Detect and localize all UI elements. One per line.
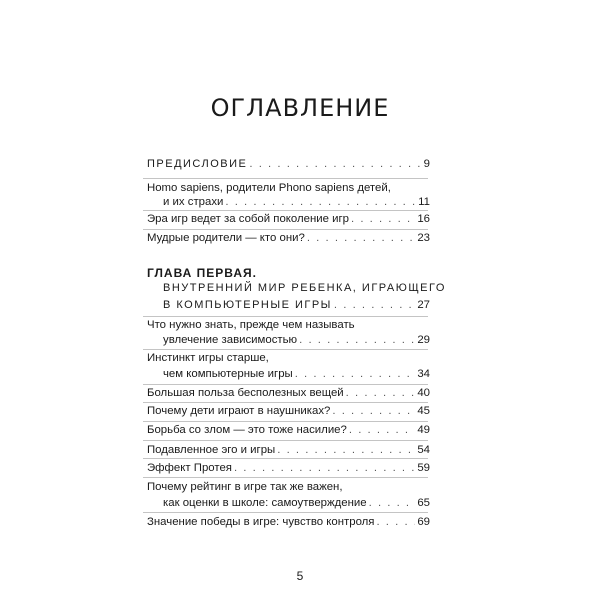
- toc-page-number: 49: [417, 424, 430, 436]
- toc-entry[interactable]: [163, 367, 430, 382]
- toc-entry[interactable]: [163, 333, 430, 348]
- chapter-title-line: ВНУТРЕННИЙ МИР РЕБЕНКА, ИГРАЮЩЕГО: [163, 282, 446, 294]
- toc-page-number: 65: [417, 497, 430, 509]
- toc-page-number: 11: [418, 196, 430, 208]
- toc-entry-text: и их страхи: [163, 196, 224, 208]
- toc-entry-text: Значение победы в игре: чувство контроля: [147, 516, 375, 528]
- dot-leader: [332, 404, 415, 419]
- toc-entry-text: Подавленное эго и игры: [147, 444, 276, 456]
- toc-entry-text: ПРЕДИСЛОВИЕ: [147, 158, 248, 170]
- divider: [143, 477, 428, 478]
- dot-leader: [249, 157, 421, 172]
- toc-page-number: 23: [417, 232, 430, 244]
- toc-entry-line: Что нужно знать, прежде чем называть: [147, 319, 355, 331]
- toc-page-number: 34: [417, 368, 430, 380]
- toc-page-number: 9: [423, 158, 430, 170]
- toc-page-number: 59: [417, 462, 430, 474]
- toc-entry-line: Почему рейтинг в игре так же важен,: [147, 481, 343, 493]
- dot-leader: [277, 443, 415, 458]
- toc-entry[interactable]: [147, 515, 430, 530]
- divider: [143, 349, 428, 350]
- divider: [143, 384, 428, 385]
- divider: [143, 210, 428, 211]
- toc-entry-text: Почему дети играют в наушниках?: [147, 405, 331, 417]
- dot-leader: [234, 461, 415, 476]
- toc-entry-text: Мудрые родители — кто они?: [147, 232, 305, 244]
- toc-entry[interactable]: [163, 195, 430, 210]
- divider: [143, 178, 428, 179]
- toc-entry-text: Борьба со злом — это тоже насилие?: [147, 424, 347, 436]
- toc-entry-line: Инстинкт игры старше,: [147, 352, 269, 364]
- dot-leader: [307, 231, 416, 246]
- toc-entry[interactable]: [147, 461, 430, 476]
- toc-entry[interactable]: [147, 404, 430, 419]
- toc-entry-text: В КОМПЬЮТЕРНЫЕ ИГРЫ: [163, 299, 332, 311]
- toc-page-number: 40: [417, 387, 430, 399]
- toc-page-number: 27: [417, 299, 430, 311]
- toc-entry[interactable]: [147, 386, 430, 401]
- toc-entry-text: увлечение зависимостью: [163, 334, 298, 346]
- page-title: ОГЛАВЛЕНИЕ: [210, 94, 390, 122]
- toc-page-number: 54: [417, 444, 430, 456]
- toc-entry[interactable]: [147, 443, 430, 458]
- divider: [143, 440, 428, 441]
- toc-entry-line: Homo sapiens, родители Phono sapiens детей,: [147, 182, 391, 194]
- toc-entry-text: чем компьютерные игры: [163, 368, 293, 380]
- toc-page-number: 69: [417, 516, 430, 528]
- divider: [143, 316, 428, 317]
- toc-entry[interactable]: [163, 496, 430, 511]
- toc-entry-text: как оценки в школе: самоутверждение: [163, 497, 367, 509]
- toc-entry-text: Эра игр ведет за собой поколение игр: [147, 213, 349, 225]
- dot-leader: [295, 367, 416, 382]
- dot-leader: [299, 333, 415, 348]
- dot-leader: [376, 515, 415, 530]
- dot-leader: [346, 386, 416, 401]
- divider: [143, 458, 428, 459]
- dot-leader: [334, 298, 415, 313]
- dot-leader: [225, 195, 416, 210]
- divider: [143, 229, 428, 230]
- toc-entry[interactable]: [147, 423, 430, 438]
- toc-entry[interactable]: [147, 231, 430, 246]
- page-number: 5: [296, 569, 304, 583]
- divider: [143, 421, 428, 422]
- divider: [143, 402, 428, 403]
- chapter-heading: ГЛАВА ПЕРВАЯ.: [147, 266, 257, 280]
- divider: [143, 512, 428, 513]
- toc-entry-text: Эффект Протея: [147, 462, 232, 474]
- toc-entry-text: Большая польза бесполезных вещей: [147, 387, 344, 399]
- toc-page-number: 16: [417, 213, 430, 225]
- toc-page-number: 29: [417, 334, 430, 346]
- toc-page-number: 45: [417, 405, 430, 417]
- dot-leader: [369, 496, 416, 511]
- toc-entry[interactable]: [147, 212, 430, 227]
- toc-entry-chapter[interactable]: [163, 298, 430, 313]
- toc-entry-preface[interactable]: [147, 157, 430, 172]
- dot-leader: [349, 423, 415, 438]
- dot-leader: [351, 212, 415, 227]
